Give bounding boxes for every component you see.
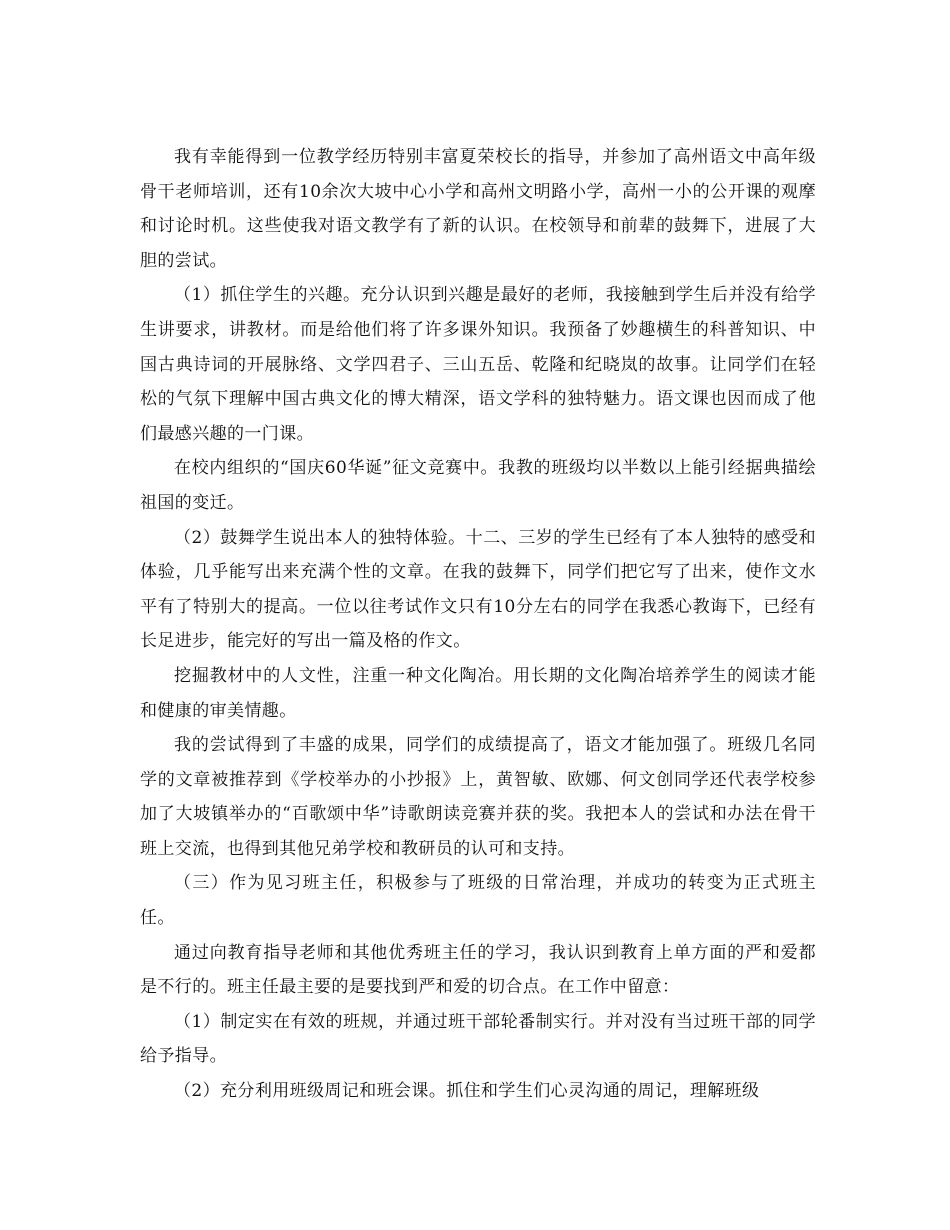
paragraph-7: （三）作为见习班主任，积极参与了班级的日常治理，并成功的转变为正式班主任。 (140, 873, 816, 929)
document-body (140, 140, 816, 1109)
paragraph-5: 挖掘教材中的人文性，注重一种文化陶冶。用长期的文化陶冶培养学生的阅读才能和健康的审美情趣。 (140, 665, 816, 721)
paragraph-9: （1）制定实在有效的班规，并通过班干部轮番制实行。并对没有当过班干部的同学给予指导。 (140, 1011, 816, 1067)
paragraph-6: 我的尝试得到了丰盛的成果，同学们的成绩提高了，语文才能加强了。班级几名同学的文章被推荐到《学校举办的小抄报》上，黄智敏、欧娜、何文创同学还代表学校参加了大坡镇举办的“百歌颂中华”诗歌朗读竞赛并获的奖。我把本人的尝试和办法在骨干班上交流，也得到其他兄弟学校和教研员的认可和支持。 (140, 735, 816, 859)
paragraph-8: 通过向教育指导老师和其他优秀班主任的学习，我认识到教育上单方面的严和爱都是不行的。班主任最主要的是要找到严和爱的切合点。在工作中留意： (140, 942, 816, 998)
paragraph-3: 在校内组织的“国庆60华诞”征文竞赛中。我教的班级均以半数以上能引经据典描绘祖国的变迁。 (140, 458, 816, 513)
paragraph-1: 我有幸能得到一位教学经历特别丰富夏荣校长的指导，并参加了高州语文中高年级骨干老师培训，还有10余次大坡中心小学和高州文明路小学，高州一小的公开课的观摩和讨论时机。这些使我对语文教学有了新的认识。在校领导和前辈的鼓舞下，进展了大胆的尝试。 (140, 147, 816, 271)
paragraph-10: （2）充分利用班级周记和班会课。抓住和学生们心灵沟通的周记，理解班级 (174, 1081, 760, 1102)
paragraph-2: （1）抓住学生的兴趣。充分认识到兴趣是最好的老师，我接触到学生后并没有给学生讲要求，讲教材。而是给他们将了许多课外知识。我预备了妙趣横生的科普知识、中国古典诗词的开展脉络、文学四君子、三山五岳、乾隆和纪晓岚的故事。让同学们在轻松的气氛下理解中国古典文化的博大精深，语文学科的独特魅力。语文课也因而成了他们最感兴趣的一门课。 (140, 285, 816, 444)
paragraph-4: （2）鼓舞学生说出本人的独特体验。十二、三岁的学生已经有了本人独特的感受和体验，几乎能写出来充满个性的文章。在我的鼓舞下，同学们把它写了出来，使作文水平有了特别大的提高。一位以往考试作文只有10分左右的同学在我悉心教诲下，已经有长足进步，能完好的写出一篇及格的作文。 (140, 527, 816, 652)
